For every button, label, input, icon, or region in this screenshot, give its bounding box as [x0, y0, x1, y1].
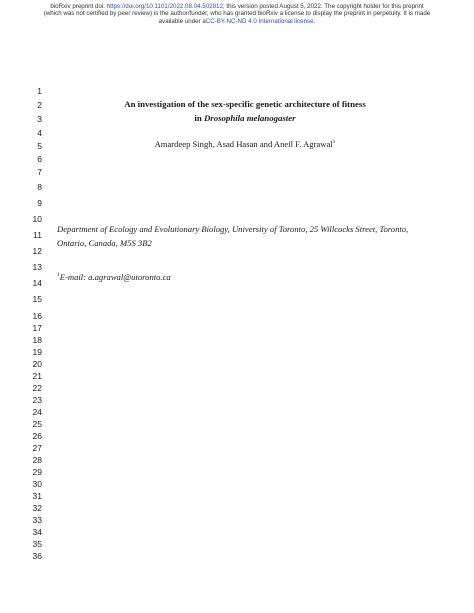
author-list: Amardeep Singh, Asad Hasan and Aneil F. Agrawal$^1$	[154, 139, 336, 149]
line-number: 20	[32, 359, 42, 369]
line-number: 27	[32, 443, 42, 453]
author-superscript: 1	[332, 139, 336, 146]
line-number: 1	[37, 86, 42, 96]
header-line-2: (which was not certified by peer review) is the author/funder, who has granted bioRxiv a license to display the preprint in perpetuity. It is made	[43, 10, 431, 18]
line-number: 8	[37, 182, 42, 192]
line-number: 31	[32, 491, 42, 501]
line-number: 28	[32, 455, 42, 465]
line-number: 30	[32, 479, 42, 489]
line-number: 7	[37, 167, 42, 177]
license-link[interactable]: CC-BY-NC-ND 4.0 International license	[205, 17, 314, 25]
line-number: 17	[32, 323, 42, 333]
header-line-3: available under aCC-BY-NC-ND 4.0 International license.	[158, 17, 316, 25]
line-number: 35	[32, 539, 42, 549]
title-line-2: in Drosophila melanogaster	[194, 113, 296, 123]
header-line-1: bioRxiv preprint doi: https://doi.org/10.1101/2022.08.04.502812; this version posted August 5, 2022. The copyright holder for this preprint	[50, 3, 424, 10]
title-line-1: An investigation of the sex-specific genetic architecture of fitness	[124, 99, 366, 109]
preprint-header	[40, 3, 434, 25]
line-number: 6	[37, 154, 42, 164]
line-number: 3	[37, 114, 42, 124]
line-number: 23	[32, 395, 42, 405]
line-number: 14	[32, 278, 42, 288]
line-number: 19	[32, 347, 42, 357]
line-number: 10	[32, 214, 42, 224]
line-number: 36	[32, 551, 42, 561]
line-number: 24	[32, 407, 42, 417]
line-number: 11	[33, 230, 42, 240]
line-number: 13	[32, 262, 42, 272]
affiliation-line-1: Department of Ecology and Evolutionary Biology, University of Toronto, 25 Willcocks Street, Toronto,	[57, 224, 409, 234]
line-number: 22	[32, 383, 42, 393]
line-number: 34	[32, 527, 42, 537]
line-number: 15	[32, 294, 42, 304]
line-number: 29	[32, 467, 42, 477]
line-number: 9	[37, 198, 42, 208]
line-number: 5	[37, 141, 42, 151]
email-superscript: 1	[57, 272, 60, 279]
line-number: 26	[32, 431, 42, 441]
line-number: 4	[37, 128, 42, 138]
line-number: 12	[32, 246, 42, 256]
line-number: 2	[37, 100, 42, 110]
doi-link[interactable]: https://doi.org/10.1101/2022.08.04.502812	[106, 3, 223, 10]
corresponding-email: $^1$E-mail: a.agrawal@utoronto.ca	[57, 272, 171, 282]
line-number: 25	[32, 419, 42, 429]
species-name: Drosophila melanogaster	[203, 113, 296, 123]
line-number: 33	[32, 515, 42, 525]
line-number: 18	[32, 335, 42, 345]
line-number: 16	[32, 311, 42, 321]
affiliation-line-2: Ontario, Canada, M5S 3B2	[57, 238, 152, 248]
line-number: 32	[32, 503, 42, 513]
line-number: 21	[32, 371, 42, 381]
